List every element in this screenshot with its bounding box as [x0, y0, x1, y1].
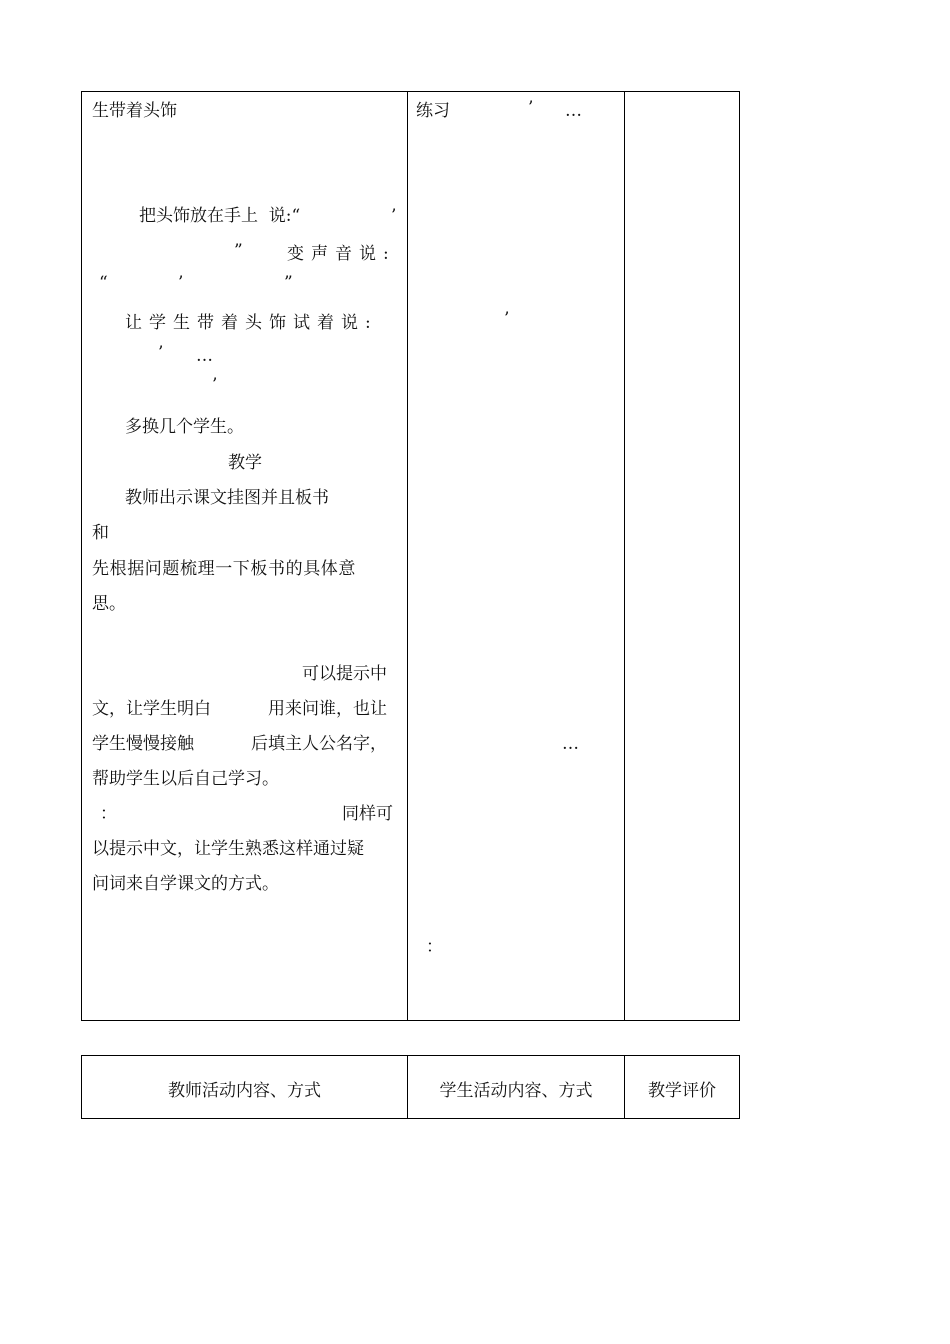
teacher-line-5: 让学生带着头饰试着说: [125, 313, 378, 333]
teacher-line-13: 思。 [92, 594, 126, 614]
teacher-line-3-quote: ” [234, 241, 243, 261]
teacher-line-18a: ： [100, 804, 117, 824]
teacher-line-4-close: ” [284, 273, 293, 293]
teacher-line-2: 把头饰放在手上 说:“ [139, 206, 301, 226]
teacher-line-6-ellipsis: … [196, 346, 213, 366]
teacher-line-15b: 用来问谁，也让 [268, 699, 387, 719]
teacher-line-2-mark: ’ [391, 206, 397, 226]
upper-table-divider-1 [407, 91, 408, 1021]
teacher-line-3-text: 变声音说: [287, 244, 396, 264]
teacher-line-14: 可以提示中 [302, 664, 387, 684]
teacher-line-16a: 学生慢慢接触 [92, 734, 194, 754]
teacher-line-1: 生带着头饰 [92, 101, 177, 121]
student-line-1-comma: ’ [528, 98, 534, 118]
student-mark-2: ’ [504, 309, 510, 329]
teacher-line-16b: 后填主人公名字， [251, 734, 387, 754]
teacher-line-20: 问词来自学课文的方式。 [92, 874, 279, 894]
teacher-line-4-comma: ’ [178, 273, 184, 293]
teacher-line-17: 帮助学生以后自己学习。 [92, 769, 279, 789]
student-line-1-ellipsis: … [565, 101, 582, 121]
header-teacher-activity: 教师活动内容、方式 [168, 1080, 321, 1101]
teacher-line-12: 先根据问题梳理一下板书的具体意 [92, 559, 356, 579]
header-student-activity: 学生活动内容、方式 [439, 1080, 593, 1101]
teacher-line-6-comma: ’ [158, 343, 164, 363]
teacher-line-18b: 同样可 [342, 804, 393, 824]
student-line-1: 练习 [416, 101, 450, 121]
teacher-line-15a: 文，让学生明白 [92, 699, 211, 719]
header-evaluation: 教学评价 [648, 1080, 716, 1101]
teacher-line-7-comma: ’ [212, 375, 218, 395]
teacher-line-10: 教师出示课文挂图并且板书 [125, 488, 329, 508]
student-mark-4: ： [426, 937, 443, 957]
evaluation-column [625, 92, 739, 1020]
teacher-line-9: 教学 [228, 453, 262, 473]
teacher-line-19: 以提示中文，让学生熟悉这样通过疑 [92, 839, 364, 859]
teacher-line-11: 和 [92, 523, 109, 543]
student-mark-3: … [562, 734, 579, 754]
teacher-line-8: 多换几个学生。 [125, 417, 244, 437]
teacher-line-4-open: “ [99, 273, 108, 293]
